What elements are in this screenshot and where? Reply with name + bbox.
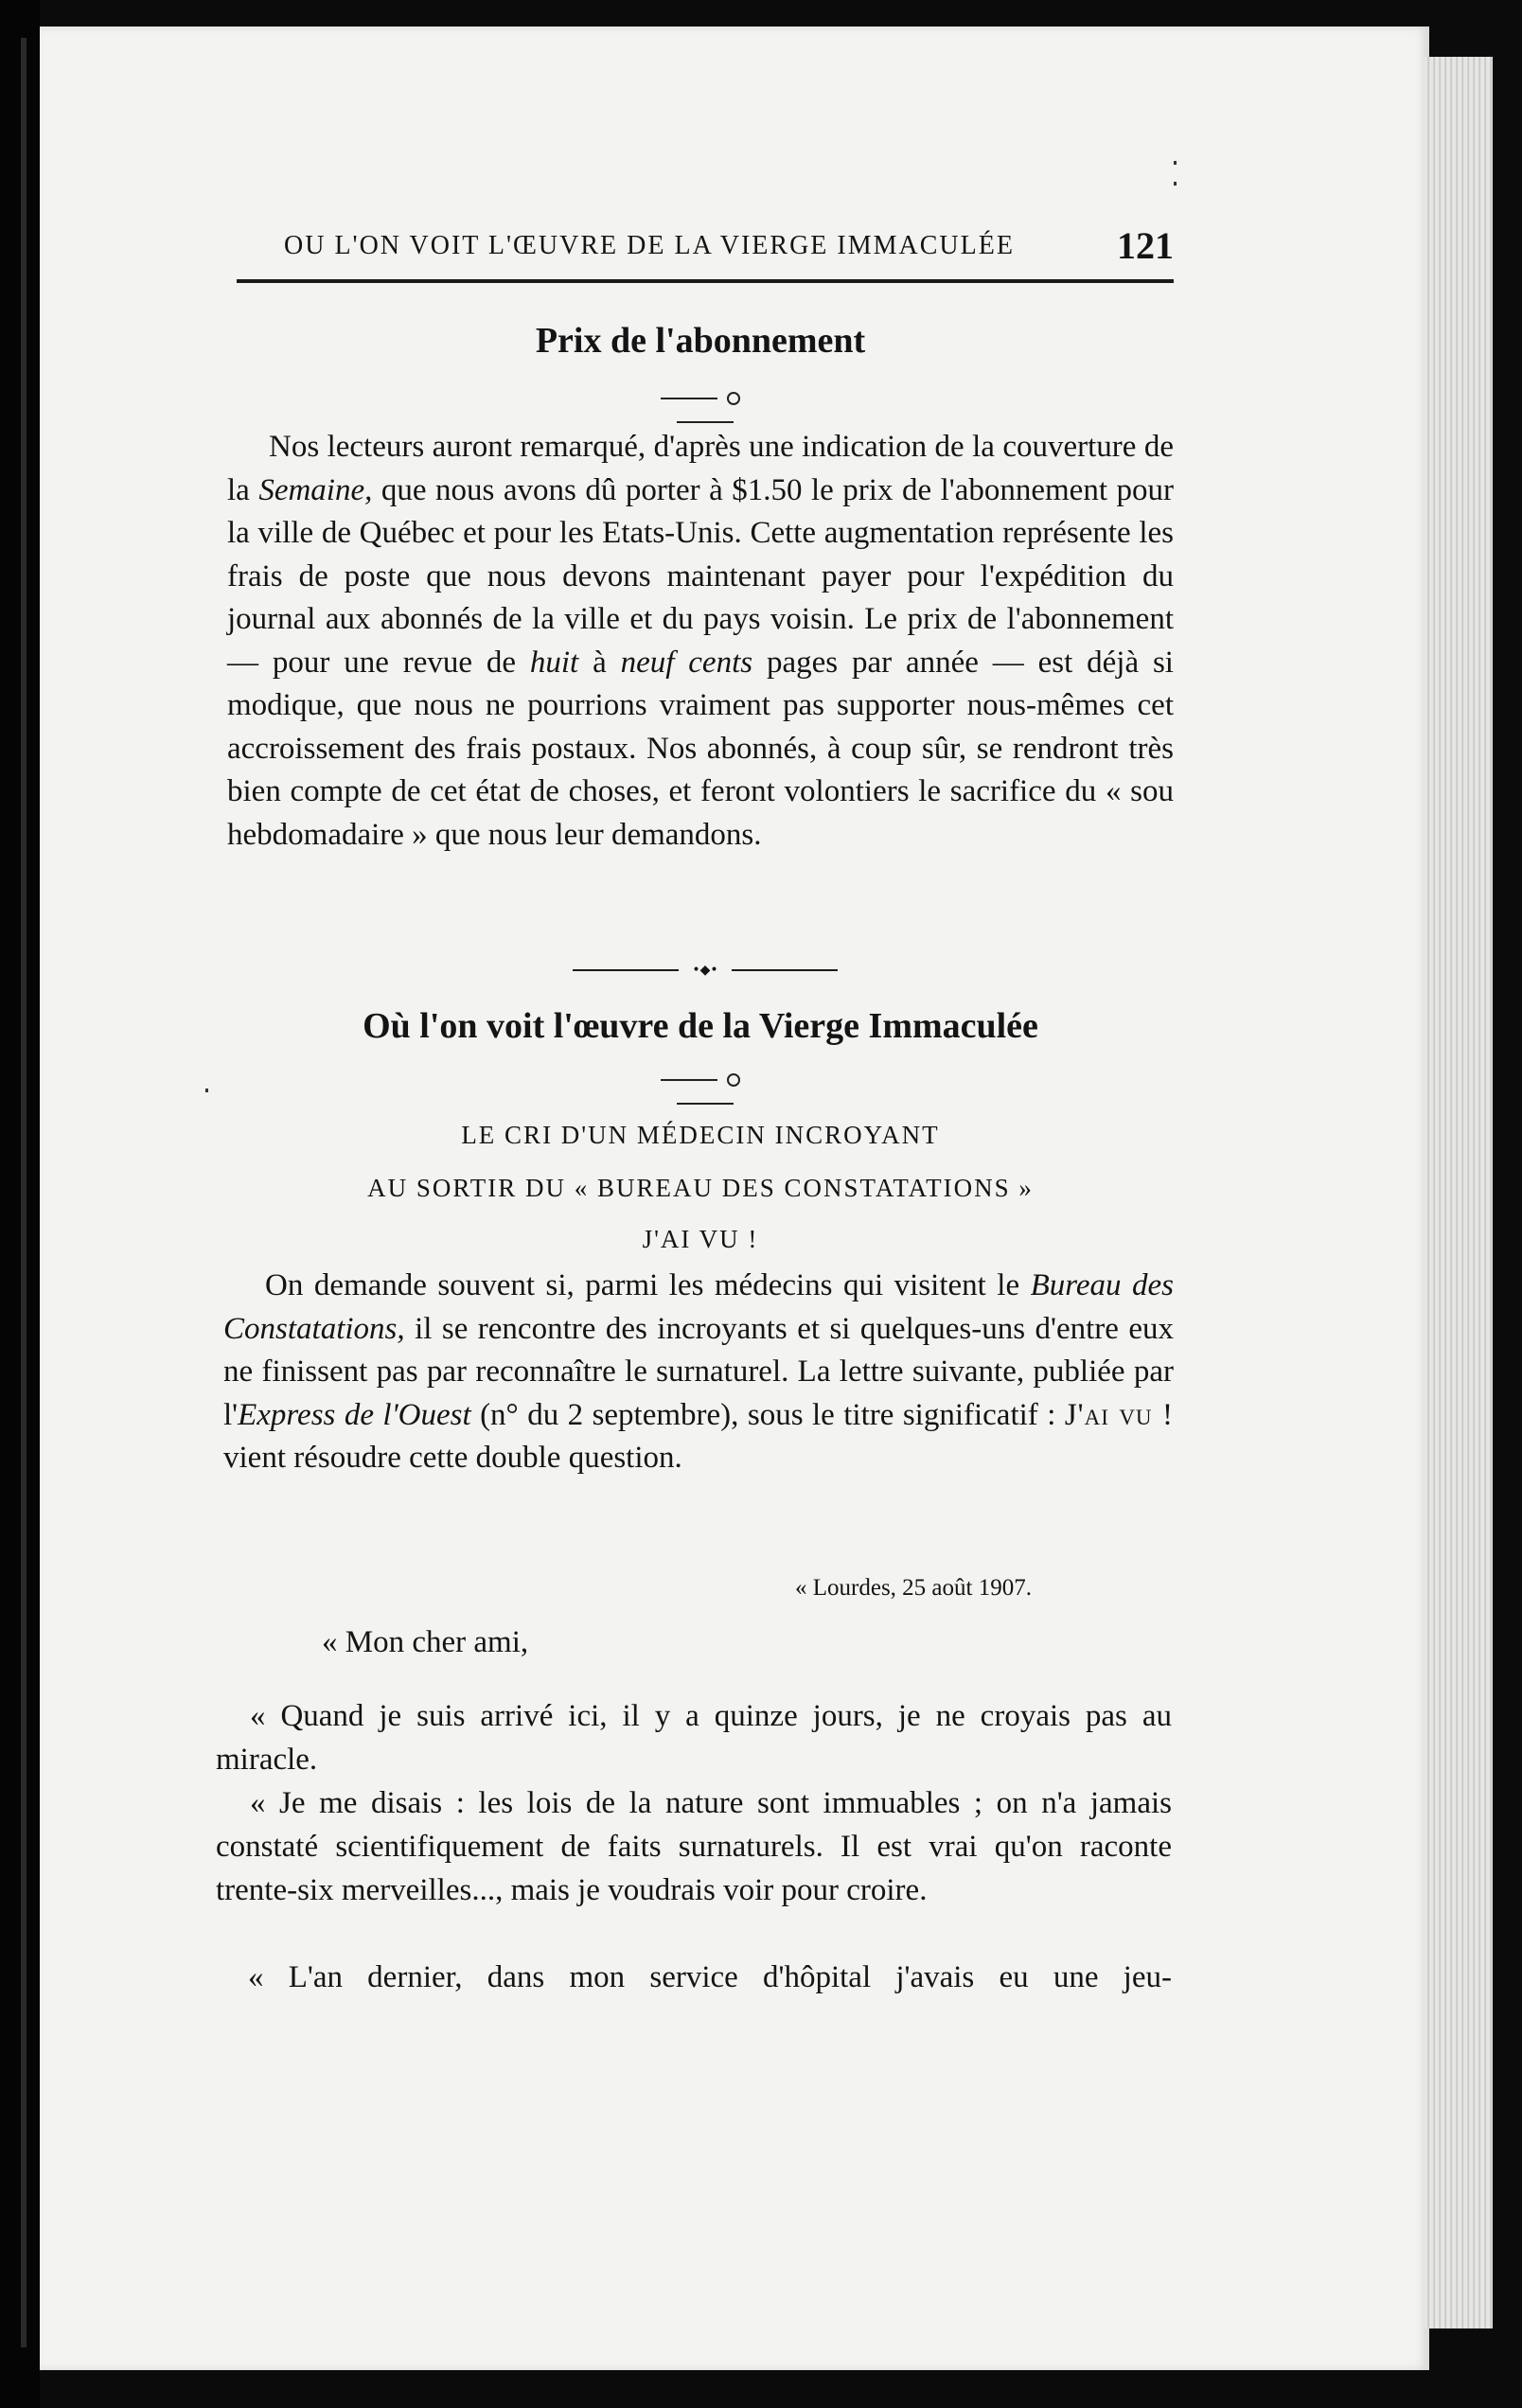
letter-paragraph-1: « Quand je suis arrivé ici, il y a quinze jours, je ne croyais pas au miracle.	[216, 1699, 1172, 1777]
section-heading-abonnement: Prix de l'abonnement	[535, 321, 866, 361]
book-spine	[0, 0, 40, 2408]
abonnement-paragraph	[227, 426, 1174, 857]
paragraph-text: Nos lecteurs auront remarqué, d'après une indication de la couverture de la Semaine, que nous avons dû porter à $1.50 le prix de l'abonnement pour la ville de Québec et pour les Etats-Unis. Cette augmentation représente les frais de poste que nous devons maintenant payer pour l'expédition du journal aux abonnés de la ville et du pays voisin. Le prix de l'abonnement — pour une revue de huit à neuf cents pages par année — est déjà si modique, que nous ne pourrions vraiment pas supporter nous-mêmes cet accroissement des frais postaux. Nos abonnés, à coup sûr, se rendront très bien compte de cet état de choses, et feront volontiers le sacrifice du « sou hebdomadaire » que nous leur demandons.	[227, 430, 1174, 852]
subhead-medecin: LE CRI D'UN MÉDECIN INCROYANT	[461, 1121, 940, 1149]
page-number: 121	[1117, 224, 1174, 267]
running-title: OU L'ON VOIT L'ŒUVRE DE LA VIERGE IMMACULÉE	[284, 231, 1015, 260]
separator-ring	[727, 1073, 740, 1087]
header-rule	[237, 279, 1174, 283]
running-header	[237, 223, 1174, 280]
scan-border	[1493, 38, 1522, 2366]
letter-paragraph-2: « Je me disais : les lois de la nature sont immuables ; on n'a jamais constaté scientifiquement de faits surnaturels. Il est vrai qu'on raconte trente-six merveilles..., mais je voudrais voir pour croire.	[216, 1786, 1172, 1907]
section-heading-vierge: Où l'on voit l'œuvre de la Vierge Immaculée	[363, 1006, 1038, 1046]
page-edges	[1425, 57, 1493, 2328]
subhead-bureau: AU SORTIR DU « BUREAU DES CONSTATATIONS »	[367, 1174, 1034, 1202]
scan-speck	[205, 1089, 208, 1092]
scan-speck	[1174, 182, 1177, 186]
letter-paragraph-3: « L'an dernier, dans mon service d'hôpital j'avais eu une jeu-	[248, 1960, 1172, 1994]
scan-speck	[1174, 161, 1177, 165]
intro-text: On demande souvent si, parmi les médecins qui visitent le Bureau des Constatations, il se rencontre des incroyants et si quelques-uns d'entre eux ne finissent pas par reconnaître le surnaturel. La lettre suivante, publiée par l'Express de l'Ouest (n° du 2 septembre), sous le titre significatif : J'ai vu ! vient résoudre cette double question.	[223, 1268, 1174, 1475]
letter-dateline: « Lourdes, 25 août 1907.	[795, 1575, 1032, 1601]
intro-paragraph	[223, 1265, 1174, 1480]
spine-edge	[21, 38, 27, 2347]
letter-salutation: « Mon cher ami,	[322, 1625, 529, 1659]
separator-ring	[727, 392, 740, 405]
subhead-jai-vu: J'AI VU !	[642, 1225, 759, 1253]
section-ornament: •◆•	[573, 964, 838, 977]
section-separator-2	[634, 1068, 776, 1115]
